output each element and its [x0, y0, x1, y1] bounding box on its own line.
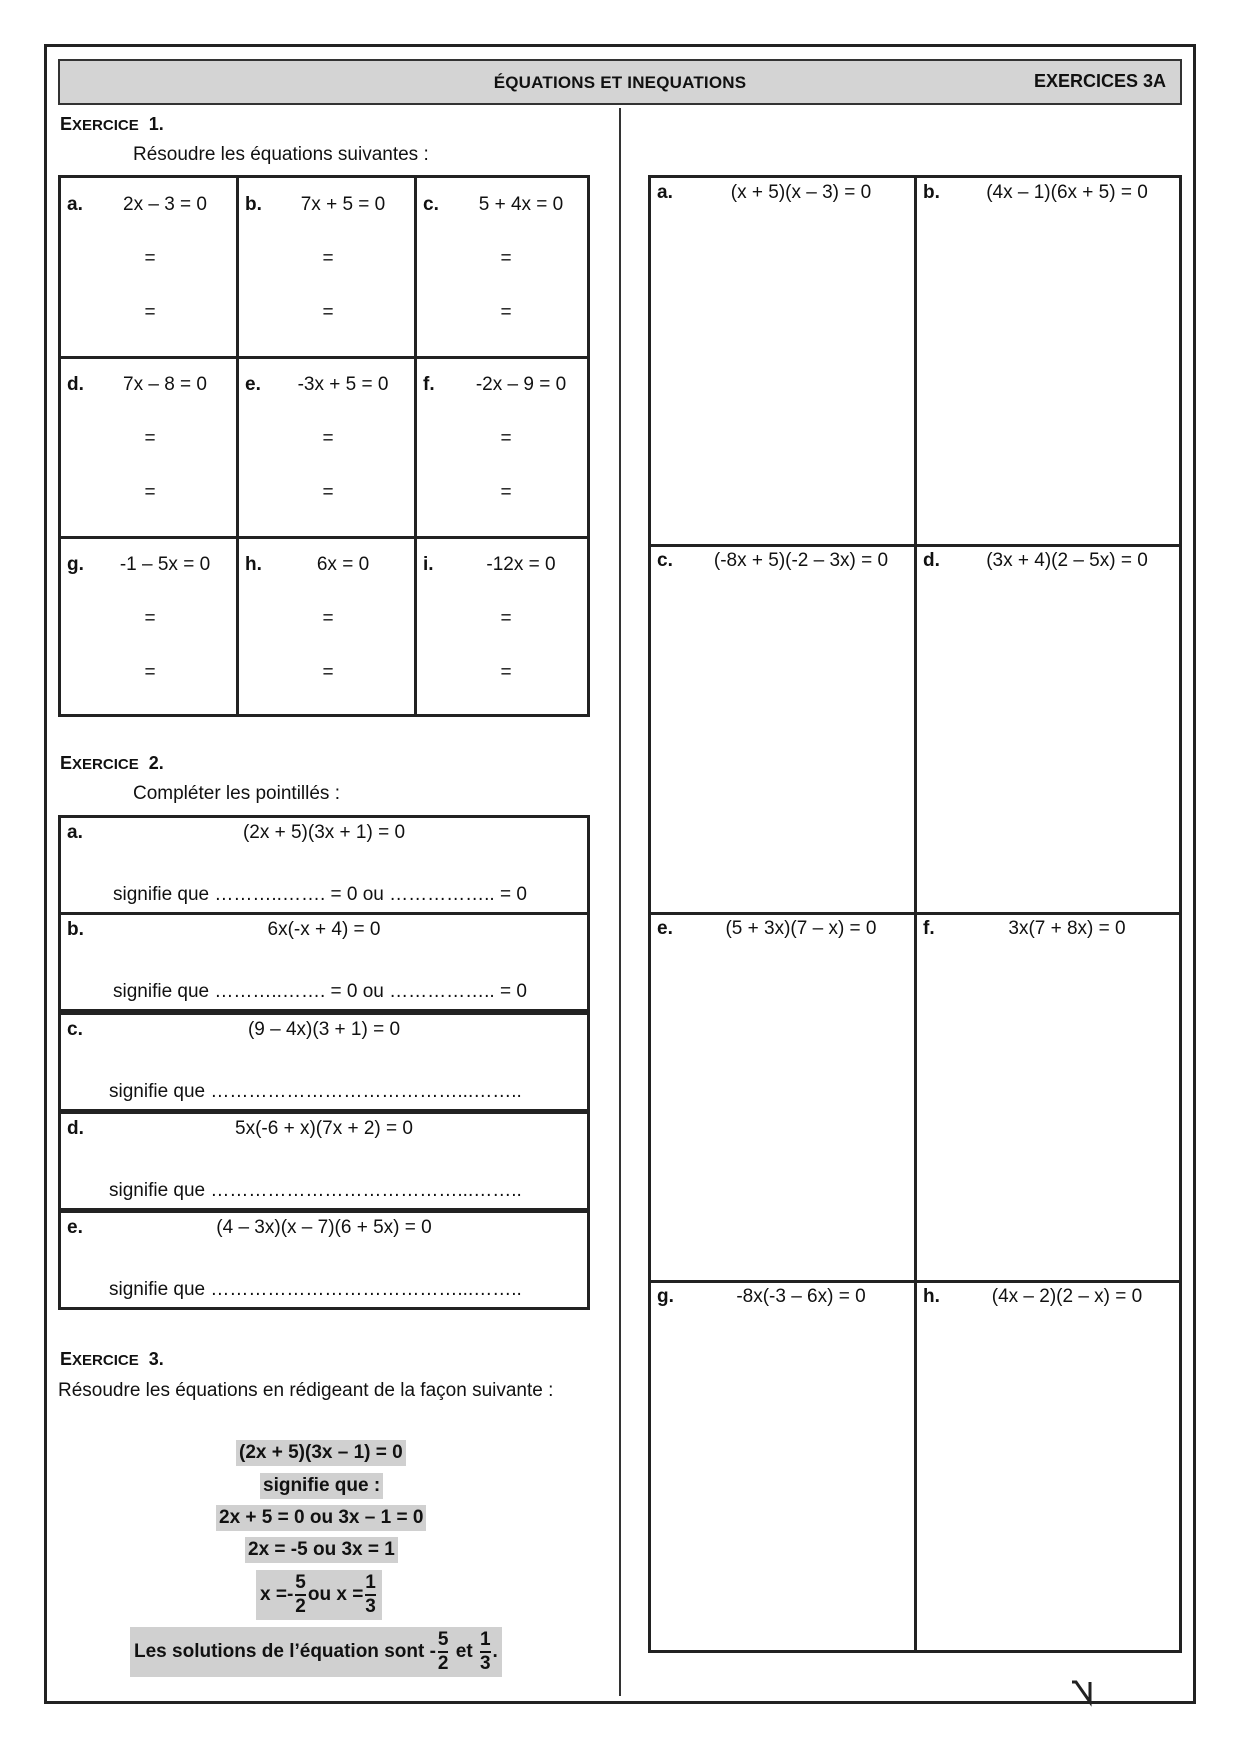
fill-in-line: signifie que …………………………………...…….. [109, 1081, 522, 1102]
heading-rest: XERCICE [72, 756, 139, 773]
column-divider [619, 108, 621, 1696]
fill-in-line: signifie que …………………………………...…….. [109, 1279, 522, 1300]
example-line: 2x + 5 = 0 ou 3x – 1 = 0 [216, 1505, 426, 1531]
header-bar [58, 59, 1182, 105]
equals-sign: = [500, 428, 512, 449]
item-equation: (4x – 2)(2 – x) = 0 [991, 1286, 1143, 1307]
exercise-tag: EXERCICES 3A [1033, 71, 1166, 91]
equals-sign: = [144, 428, 156, 449]
equals-sign: = [322, 428, 334, 449]
item-label: g. [67, 554, 84, 575]
item-label: a. [67, 194, 83, 215]
heading-initial: E [60, 1349, 73, 1369]
item-equation: (x + 5)(x – 3) = 0 [730, 182, 872, 203]
example-line: (2x + 5)(3x – 1) = 0 [236, 1440, 406, 1466]
item-label: c. [423, 194, 439, 215]
exercise-2-box-e [58, 1210, 590, 1310]
item-equation: -12x = 0 [486, 554, 556, 575]
equals-sign: = [322, 662, 334, 683]
exercise-2-box-d [58, 1111, 590, 1211]
item-equation: 6x = 0 [316, 554, 370, 575]
item-equation: (2x + 5)(3x + 1) = 0 [242, 822, 406, 843]
page-corner-mark [1068, 1678, 1108, 1708]
item-equation: -1 – 5x = 0 [119, 554, 211, 575]
equals-sign: = [322, 608, 334, 629]
item-label: e. [67, 1217, 83, 1238]
fill-in-line: signifie que …………………………………...…….. [109, 1180, 522, 1201]
item-equation: 5x(-6 + x)(7x + 2) = 0 [235, 1118, 413, 1139]
equals-sign: = [144, 608, 156, 629]
item-label: e. [657, 918, 673, 939]
exercise-3-grid [648, 175, 1182, 1653]
equals-sign: = [144, 482, 156, 503]
equals-sign: = [322, 482, 334, 503]
item-equation: (-8x + 5)(-2 – 3x) = 0 [713, 550, 889, 571]
example-line: signifie que : [260, 1473, 383, 1499]
fraction [365, 1572, 376, 1618]
fraction-numerator: 5 [438, 1629, 449, 1653]
item-equation: (5 + 3x)(7 – x) = 0 [725, 918, 877, 939]
item-label: g. [657, 1286, 674, 1307]
example-solution-line [256, 1570, 382, 1620]
page-title: ÉQUATIONS ET INEQUATIONS [493, 73, 747, 92]
fraction-denominator: 3 [365, 1596, 376, 1617]
example-text: x =- [260, 1584, 294, 1606]
exercise-2-heading [60, 753, 164, 774]
heading-initial: E [60, 753, 73, 773]
item-equation: -8x(-3 – 6x) = 0 [736, 1286, 866, 1307]
exercise-2-box-b [58, 912, 590, 1012]
equals-sign: = [144, 662, 156, 683]
item-label: a. [657, 182, 673, 203]
item-equation: 7x + 5 = 0 [300, 194, 386, 215]
item-equation: 3x(7 + 8x) = 0 [1008, 918, 1126, 939]
item-equation: (3x + 4)(2 – 5x) = 0 [986, 550, 1148, 571]
item-label: c. [67, 1019, 83, 1040]
item-label: d. [923, 550, 940, 571]
heading-initial: E [60, 114, 73, 134]
heading-number: 3. [148, 1349, 164, 1369]
fraction-denominator: 2 [295, 1596, 306, 1617]
equals-sign: = [322, 302, 334, 323]
exercise-3-instruction: Résoudre les équations en rédigeant de la façon suivante : [58, 1380, 554, 1401]
equals-sign: = [500, 248, 512, 269]
exercise-2-box-c [58, 1012, 590, 1112]
grid-line [61, 356, 587, 359]
item-label: e. [245, 374, 261, 395]
item-label: b. [67, 919, 84, 940]
example-text: et [455, 1641, 473, 1663]
heading-number: 1. [148, 114, 164, 134]
exercise-2-instruction: Compléter les pointillés : [133, 783, 340, 804]
item-equation: -3x + 5 = 0 [297, 374, 389, 395]
fraction [480, 1629, 491, 1675]
fraction-denominator: 2 [437, 1653, 449, 1674]
item-equation: -2x – 9 = 0 [475, 374, 567, 395]
item-equation: 5 + 4x = 0 [478, 194, 564, 215]
item-label: d. [67, 1118, 84, 1139]
heading-rest: XERCICE [72, 117, 139, 134]
exercise-2-box-a [58, 815, 590, 915]
equals-sign: = [500, 302, 512, 323]
item-label: f. [923, 918, 935, 939]
example-text: ou x = [307, 1584, 364, 1606]
exercise-1-heading [60, 114, 164, 135]
item-equation: 7x – 8 = 0 [123, 374, 207, 395]
fraction-numerator: 1 [365, 1572, 376, 1596]
item-label: d. [67, 374, 84, 395]
exercise-1-instruction: Résoudre les équations suivantes : [133, 144, 429, 165]
grid-line [236, 178, 239, 714]
fraction [295, 1572, 306, 1618]
item-label: h. [245, 554, 262, 575]
fraction-denominator: 3 [479, 1653, 491, 1674]
item-equation: 6x(-x + 4) = 0 [267, 919, 381, 940]
equals-sign: = [500, 662, 512, 683]
item-label: c. [657, 550, 673, 571]
item-label: h. [923, 1286, 940, 1307]
equals-sign: = [500, 482, 512, 503]
example-text: Les solutions de l’équation sont - [134, 1641, 436, 1663]
grid-line [651, 544, 1179, 547]
grid-line [651, 1280, 1179, 1283]
heading-number: 2. [148, 753, 164, 773]
example-text: . [492, 1641, 498, 1663]
equals-sign: = [144, 248, 156, 269]
heading-rest: XERCICE [72, 1352, 139, 1369]
grid-line [414, 178, 417, 714]
item-equation: (4 – 3x)(x – 7)(6 + 5x) = 0 [216, 1217, 432, 1238]
item-label: a. [67, 822, 83, 843]
item-equation: (4x – 1)(6x + 5) = 0 [986, 182, 1148, 203]
fraction-numerator: 5 [295, 1572, 306, 1596]
item-label: i. [423, 554, 434, 575]
fill-in-line: signifie que ………..……. = 0 ou …………….. = 0 [113, 981, 527, 1002]
example-line: 2x = -5 ou 3x = 1 [245, 1537, 398, 1563]
item-label: f. [423, 374, 435, 395]
grid-line [651, 912, 1179, 915]
item-equation: 2x – 3 = 0 [123, 194, 207, 215]
equals-sign: = [322, 248, 334, 269]
example-conclusion [130, 1627, 502, 1677]
fill-in-line: signifie que ………..……. = 0 ou …………….. = 0 [113, 884, 527, 905]
item-label: b. [245, 194, 262, 215]
grid-line [61, 536, 587, 539]
equals-sign: = [500, 608, 512, 629]
exercise-3-heading [60, 1349, 164, 1370]
fraction [438, 1629, 449, 1675]
equals-sign: = [144, 302, 156, 323]
fraction-numerator: 1 [480, 1629, 491, 1653]
item-equation: (9 – 4x)(3 + 1) = 0 [247, 1019, 401, 1040]
item-label: b. [923, 182, 940, 203]
